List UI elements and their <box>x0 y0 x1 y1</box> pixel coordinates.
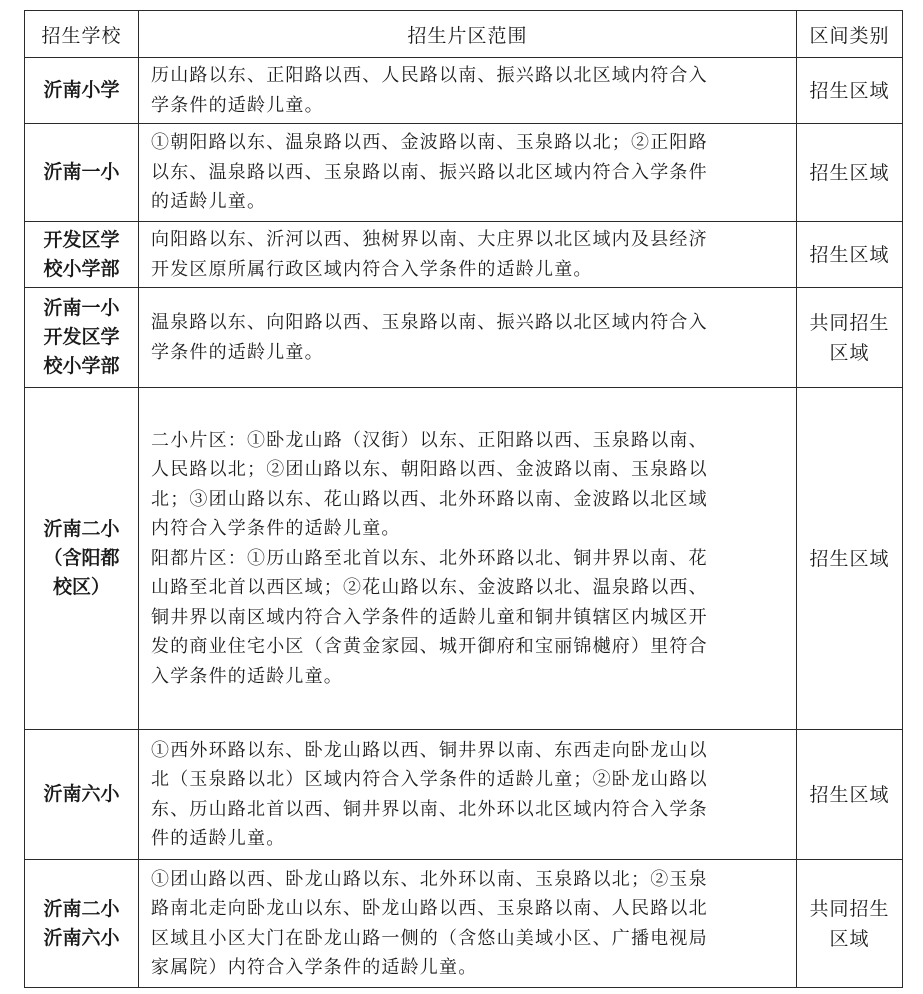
table-row <box>25 58 903 124</box>
table-row <box>25 222 903 288</box>
school-cell <box>25 388 139 730</box>
enrollment-zone-table <box>24 10 903 988</box>
zone-type-cell: 招生区域 <box>797 222 903 288</box>
school-cell <box>25 222 139 288</box>
table-row <box>25 388 903 730</box>
range-cell: 二小片区：①卧龙山路（汉街）以东、正阳路以西、玉泉路以南、 人民路以北；②团山路以东、朝阳路以西、金波路以南、玉泉路以 北；③团山路以东、花山路以西、北外环路以南、金波路以北区域 内符合入学条件的适龄儿童。 阳都片区：①历山路至北首以东、北外环路以北、铜井界以南、花 山路至北首以西区域；②花山路以东、金波路以北、温泉路以西、 铜井界以南区域内符合入学条件的适龄儿童和铜井镇辖区内城区开 发的商业住宅小区（含黄金家园、城开御府和宝丽锦樾府）里符合 入学条件的适龄儿童。 <box>139 388 797 730</box>
header-type: 区间类别 <box>797 11 903 58</box>
school-name: 沂南小学 <box>43 79 120 101</box>
table-row <box>25 288 903 388</box>
range-cell: 历山路以东、正阳路以西、人民路以南、振兴路以北区域内符合入 学条件的适龄儿童。 <box>139 58 797 124</box>
zone-type-cell: 招生区域 <box>797 124 903 222</box>
zone-type-cell: 共同招生 区域 <box>797 860 903 988</box>
range-cell: 温泉路以东、向阳路以西、玉泉路以南、振兴路以北区域内符合入 学条件的适龄儿童。 <box>139 288 797 388</box>
header-range: 招生片区范围 <box>139 11 797 58</box>
table-header-row <box>25 11 903 58</box>
zone-type-cell: 招生区域 <box>797 388 903 730</box>
school-name: 沂南一小 开发区学 校小学部 <box>43 297 120 377</box>
zone-type-cell: 招生区域 <box>797 58 903 124</box>
school-name: 沂南二小 （含阳都 校区） <box>43 518 120 598</box>
school-cell <box>25 860 139 988</box>
table-row <box>25 124 903 222</box>
range-cell: ①朝阳路以东、温泉路以西、金波路以南、玉泉路以北；②正阳路 以东、温泉路以西、玉泉路以南、振兴路以北区域内符合入学条件 的适龄儿童。 <box>139 124 797 222</box>
table-row <box>25 730 903 860</box>
range-cell: 向阳路以东、沂河以西、独树界以南、大庄界以北区域内及县经济 开发区原所属行政区域内符合入学条件的适龄儿童。 <box>139 222 797 288</box>
school-name: 开发区学 校小学部 <box>43 228 120 280</box>
school-cell <box>25 730 139 860</box>
school-cell <box>25 58 139 124</box>
range-cell: ①团山路以西、卧龙山路以东、北外环以南、玉泉路以北；②玉泉 路南北走向卧龙山以东、卧龙山路以西、玉泉路以南、人民路以北 区域且小区大门在卧龙山路一侧的（含悠山美域小区、广播电视局 家属院）内符合入学条件的适龄儿童。 <box>139 860 797 988</box>
school-name: 沂南六小 <box>43 783 120 805</box>
zone-type-cell: 招生区域 <box>797 730 903 860</box>
table-row <box>25 860 903 988</box>
zone-type-cell: 共同招生 区域 <box>797 288 903 388</box>
school-name: 沂南二小 沂南六小 <box>43 897 120 949</box>
school-name: 沂南一小 <box>43 161 120 183</box>
school-cell <box>25 124 139 222</box>
range-cell: ①西外环路以东、卧龙山路以西、铜井界以南、东西走向卧龙山以 北（玉泉路以北）区域内符合入学条件的适龄儿童；②卧龙山路以 东、历山路北首以西、铜井界以南、北外环以北区域内符合入学条 件的适龄儿童。 <box>139 730 797 860</box>
school-cell <box>25 288 139 388</box>
header-school: 招生学校 <box>25 11 139 58</box>
